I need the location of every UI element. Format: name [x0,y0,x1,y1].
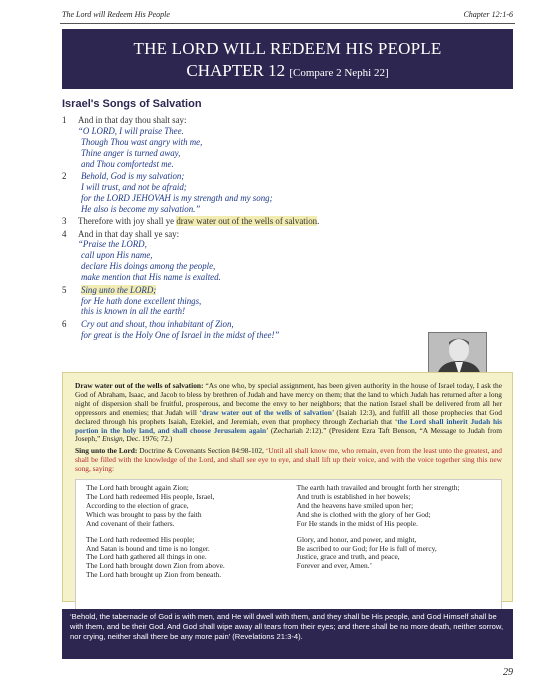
psalm-line: Glory, and honor, and power, and might, [296,534,417,544]
verse-line: and Thou comfortedst me. [81,158,174,169]
psalm-left-column [86,484,280,612]
verse-number: 5 [62,284,67,295]
verse-line: Therefore with joy shall ye draw water out of the wells of salvation. [78,216,320,227]
psalm-line: And she is clothed with the glory of her God; [296,509,431,519]
verse-line: for He hath done excellent things, [81,295,202,306]
verse [62,171,512,215]
psalm-stanza [86,536,280,581]
verse-text [78,285,201,318]
psalm-line: And the heavens have smiled upon her; [296,500,414,510]
verse-line: I will trust, and not be afraid; [81,181,187,192]
highlighted-phrase: Sing unto the LORD; [81,284,157,295]
verse-line: Though Thou wast angry with me, [81,136,203,147]
commentary-benson: Draw water out of the wells of salvation: “As one who, by special assignment, has been given authority in the house of Israel today, I ask the God of Abraham, Isaac, and Jacob to bless by brethren of Judah and have mercy on them; that the land to which Judah has returned after a long night of dispersion shall be fruitful, prosperous, and become the envy to her neighbors; that the nation Israel shall be delivered from all her oppressors and enemies; that Judah will ‘draw water out of the wells of salvation’ (Isaiah 12:3), and fulfill all those prophecies that God declared through his prophets Isaiah, Ezekiel, and Jeremiah, even that prophecy through Zechariah that ‘the Lord shall inherit Judah his portion in the holy land, and shall choose Jerusalem again’ (Zechariah 2:12).” (President Ezra Taft Benson, “A Message to Judah from Joseph,” Ensign, Dec. 1976; 72.) [75,381,503,444]
header-rule [60,23,515,24]
verse-line: this is known in all the earth! [81,306,186,317]
commentary-doctrine: Sing unto the Lord: Doctrine & Covenants Section 84:98-102, ‘Until all shall know me, who remain, even from the least unto the greatest, and shall be filled with the knowledge of the Lord, and shall see eye to eye, and shall lift up their voice, and with the voice together sing this new song, saying: [75,446,502,474]
verse [62,115,512,170]
new-song-psalm [75,479,502,617]
psalm-line: The Lord hath redeemed His people, Israel, [86,491,215,501]
section-title: Israel's Songs of Salvation [62,98,202,110]
highlighted-phrase: draw water out of the wells of salvation [176,216,318,227]
psalm-line: The Lord hath brought again Zion; [86,483,189,493]
verse-text [78,115,202,170]
verse-line: And in that day thou shalt say: [78,115,187,125]
verse-line: He also is become my salvation.” [81,203,201,214]
verse-line: And in that day shall ye say: [78,228,180,239]
chapter-banner [62,29,513,89]
banner-compare: [Compare 2 Nephi 22] [289,67,389,79]
verse-line: “Praise the LORD, [78,239,147,250]
verse-number: 1 [62,115,67,125]
psalm-right-column [297,484,491,612]
verse-line: Thine anger is turned away, [81,147,181,158]
verse-line: “O LORD, I will praise Thee. [78,125,184,136]
verse-line: declare His doings among the people, [81,261,216,272]
footer-quote: ‘Behold, the tabernacle of God is with men, and He will dwell with them, and they shall be His people, and God Himself shall be with them, and be their God. And God shall wipe away all tears from their eyes; and there shall be no more death, neither sorrow, nor crying, neither shall there be any more pain’ (Revelations 21:3-4). [62,609,513,659]
verse-line: Behold, God is my salvation; [81,171,185,182]
psalm-line: For He stands in the midst of His people. [296,518,418,528]
verse-line: Cry out and shout, thou inhabitant of Zion, [81,318,234,329]
psalm-line: Which was brought to pass by the faith [86,509,202,519]
psalm-line: And Satan is bound and time is no longer. [86,543,210,553]
psalm-stanza [297,484,491,529]
banner-title: THE LORD WILL REDEEM HIS PEOPLE [133,39,442,58]
psalm-line: And truth is established in her bowels; [296,491,411,501]
psalm-stanza [86,484,280,529]
psalm-line: According to the election of grace, [86,500,189,510]
psalm-line: The Lord hath brought down Zion from above. [86,561,225,571]
commentary-box [62,372,513,602]
verse [62,285,512,318]
psalm-line: The Lord hath gathered all things in one. [86,552,207,562]
verse-number: 6 [62,318,67,329]
psalm-line: Be ascribed to our God; for He is full of mercy, [296,543,437,553]
verse [62,229,512,284]
psalm-line: The earth hath travailed and brought forth her strength; [296,483,460,493]
banner-chapter-line [62,61,513,81]
verse-line [78,285,201,296]
verse-line: call upon His name, [81,250,153,261]
verse-text [78,229,221,284]
chapter-reference: Chapter 12:1-6 [463,10,513,19]
running-title: The Lord will Redeem His People [62,10,170,19]
psalm-line: Justice, grace and truth, and peace, [296,552,400,562]
verse-line: for great is the Holy One of Israel in the midst of thee!” [81,329,280,340]
verse-line: make mention that His name is exalted. [81,272,221,283]
verse-line: for the LORD JEHOVAH is my strength and my song; [81,192,273,203]
verse-number: 2 [62,171,67,182]
scripture-verses [62,115,512,342]
portrait-image [428,332,487,376]
verse-text [78,216,319,227]
psalm-line: The Lord hath brought up Zion from beneath. [86,570,222,580]
banner-chapter: CHAPTER 12 [186,61,286,80]
verse-number: 4 [62,228,67,239]
verse-text [78,319,279,341]
verse-number: 3 [62,216,67,227]
psalm-line: And covenant of their fathers. [86,518,175,528]
psalm-stanza [297,536,491,572]
verse [62,216,512,227]
psalm-line: Forever and ever, Amen.’ [296,561,373,571]
verse-text [78,171,273,215]
psalm-line: The Lord hath redeemed His people; [86,534,195,544]
page-number: 29 [503,667,513,678]
